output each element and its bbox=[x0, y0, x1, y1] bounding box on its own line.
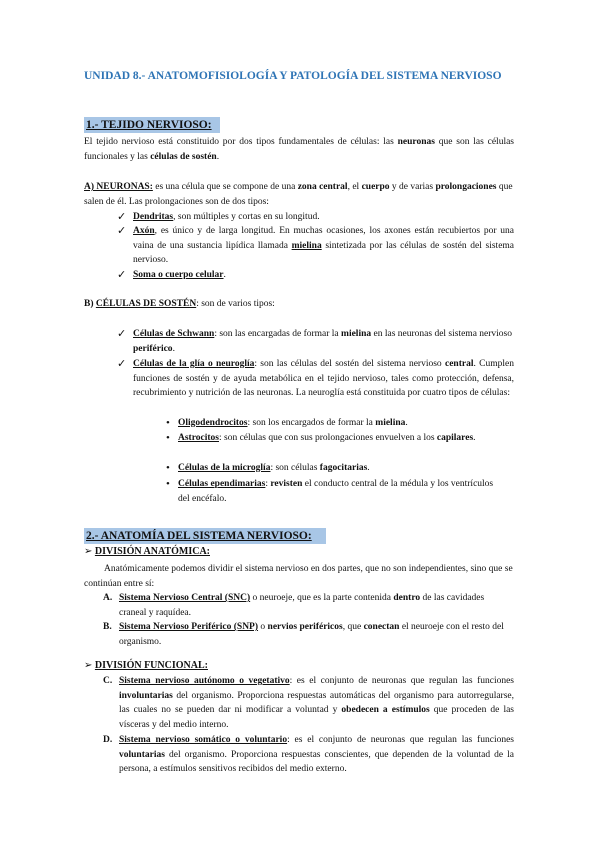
list-item-autonomo: C. Sistema nervioso autónomo o vegetativo: es el conjunto de neuronas que regulan las funciones involuntarias del organismo. Proporciona respuestas automáticas del organismo para autorregularse, las cuales no se pueden dar ni modificar a voluntad y obedecen a estímulos que proceden de las vísceras y del medio interno. bbox=[103, 676, 515, 730]
section-2-heading: 2.- ANATOMÍA DEL SISTEMA NERVIOSO: bbox=[84, 528, 326, 544]
bullet-icon: • bbox=[166, 432, 170, 444]
list-item-glia: ✓ Células de la glía o neuroglía: son las células del sostén del sistema nervioso central. Cumplen funciones de sostén y de ayuda metabólica en el tejido nervioso, tales como protección, defensa, recubrimiento y nutrición de las neuronas. La neuroglía está constituida por cuatro tipos de células: bbox=[117, 358, 514, 398]
section-1-heading: 1.- TEJIDO NERVIOSO: bbox=[84, 117, 220, 133]
arrow-icon: ➢ bbox=[84, 546, 93, 557]
check-icon: ✓ bbox=[117, 225, 127, 237]
bullet-icon: • bbox=[166, 462, 170, 474]
division-anatomica-heading: ➢ DIVISIÓN ANATÓMICA: bbox=[84, 546, 210, 557]
list-item-soma: ✓ Soma o cuerpo celular. bbox=[117, 269, 226, 281]
list-item-dendritas: ✓ Dendritas, son múltiples y cortas en su longitud. bbox=[117, 211, 320, 223]
neuronas-paragraph: A) NEURONAS: es una célula que se compone de una zona central, el cuerpo y de varias prolongaciones que salen de él. Las prolongaciones son de dos tipos: bbox=[84, 182, 513, 207]
check-icon: ✓ bbox=[117, 328, 127, 340]
check-icon: ✓ bbox=[117, 358, 127, 370]
sublist-item-astro: • Astrocitos: son células que con sus prolongaciones envuelven a los capilares. bbox=[166, 432, 476, 444]
sublist-item-oligo: • Oligodendrocitos: son los encargados de formar la mielina. bbox=[166, 417, 408, 429]
arrow-icon: ➢ bbox=[84, 660, 93, 671]
bullet-icon: • bbox=[166, 417, 170, 429]
list-item-axon: ✓ Axón, es único y de larga longitud. En muchas ocasiones, los axones están recubiertos por una vaina de una sustancia lipídica llamada mielina sintetizada por las células de sostén del sistema nervioso. bbox=[117, 225, 515, 265]
check-icon: ✓ bbox=[117, 269, 127, 281]
bullet-icon: • bbox=[166, 478, 170, 490]
list-item-schwann: ✓ Células de Schwann: son las encargadas de formar la mielina en las neuronas del sistema nervioso periférico. bbox=[117, 328, 513, 354]
list-item-somatico: D. Sistema nervioso somático o voluntario: es el conjunto de neuronas que regulan las funciones voluntarias del organismo. Proporciona respuestas conscientes, que dependen de la voluntad de la persona, a estímulos sensitivos recibidos del medio externo. bbox=[103, 735, 514, 774]
anatomica-intro: Anatómicamente podemos dividir el sistema nervioso en dos partes, que no son independientes, sino que se continúan entre sí: bbox=[84, 564, 513, 589]
section-1-intro: El tejido nervioso está constituido por dos tipos fundamentales de células: las neuronas que son las células funcionales y las células de sostén. bbox=[84, 137, 514, 162]
list-item-snc: A. Sistema Nervioso Central (SNC) o neuroeje, que es la parte contenida dentro de las cavidades craneal y raquídea. bbox=[103, 593, 485, 618]
page-title: UNIDAD 8.- ANATOMOFISIOLOGÍA Y PATOLOGÍA DEL SISTEMA NERVIOSO bbox=[84, 70, 502, 82]
division-funcional-heading: ➢ DIVISIÓN FUNCIONAL: bbox=[84, 660, 208, 671]
list-item-snp: B. Sistema Nervioso Periférico (SNP) o nervios periféricos, que conectan el neuroeje con el resto del organismo. bbox=[103, 622, 504, 647]
sublist-item-micro: • Células de la microglía: son células fagocitarias. bbox=[166, 462, 370, 474]
sosten-paragraph: B) CÉLULAS DE SOSTÉN: son de varios tipos: bbox=[84, 299, 275, 309]
check-icon: ✓ bbox=[117, 211, 127, 223]
sublist-item-epen: • Células ependimarias: revisten el conducto central de la médula y los ventrículos del encéfalo. bbox=[166, 478, 494, 504]
